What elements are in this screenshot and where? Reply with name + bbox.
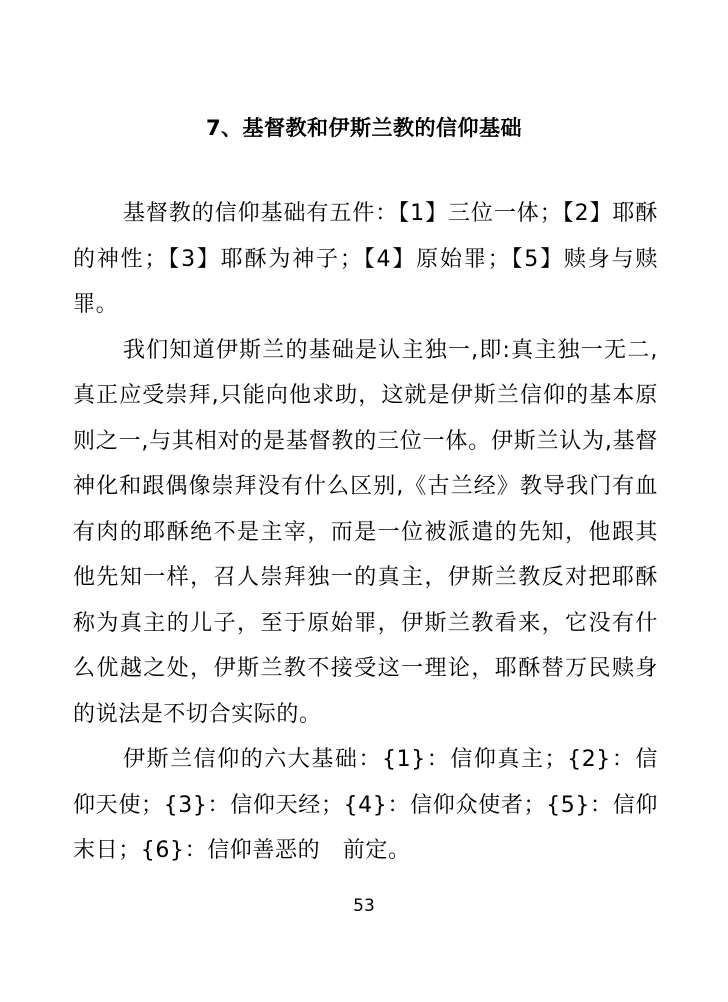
paragraph-islamic-view: 我们知道伊斯兰的基础是认主独一,即:真主独一无二,真正应受崇拜,只能向他求助，这就是伊斯兰信仰的基本原则之一,与其相对的是基督教的三位一体。伊斯兰认为,基督神化和跟偶像崇拜没有什么区别,《古兰经》教导我门有血有肉的耶酥绝不是主宰，而是一位被派遣的先知，他跟其他先知一样，召人崇拜独一的真主，伊斯兰教反对把耶酥称为真主的儿子，至于原始罪，伊斯兰教看来，它没有什么优越之处，伊斯兰教不接受这一理论，耶酥替万民赎身的说法是不切合实际的。 [73, 337, 658, 727]
paragraph-christian-foundations: 基督教的信仰基础有五件：【1】三位一体；【2】耶酥的神性；【3】耶酥为神子；【4】原始罪；【5】赎身与赎罪。 [73, 201, 658, 317]
page-number: 53 [353, 896, 375, 916]
section-title: 7、基督教和伊斯兰教的信仰基础 [205, 116, 523, 140]
body-text [73, 191, 658, 874]
paragraph-six-pillars: 伊斯兰信仰的六大基础：{1}：信仰真主；{2}：信仰天使；{3}：信仰天经；{4}：信仰众使者；{5}：信仰末日；{6}：信仰善恶的 前定。 [73, 747, 658, 863]
